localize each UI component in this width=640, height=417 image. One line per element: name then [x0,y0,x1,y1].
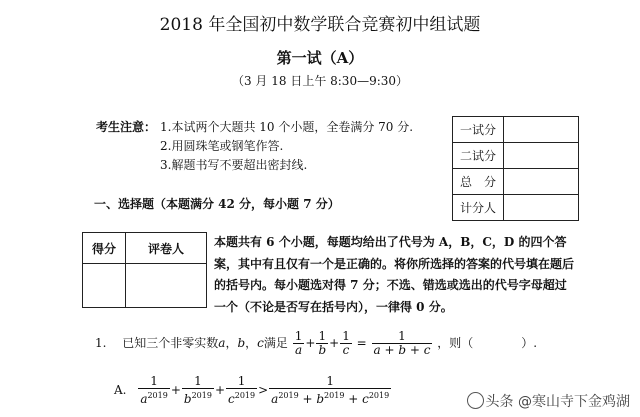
notice-label: 考生注意： [96,120,157,134]
option-a: A. $\frac{1}{a^{2019}}$ + $\frac{1}{b^{2019}}$ + $\frac{1}{c^{2019}}$ > $\frac{1}{a^{2019} + b^{2019} + c^{2019}}$ [114,374,390,406]
score-row [453,143,579,169]
grader-score-header: 得分 [83,233,126,264]
fraction: $\frac{1}{b^{2019}}$ [183,374,212,406]
var-b: b [237,336,246,350]
fraction: $\frac{1}{a^{2019}}$ [140,374,168,406]
option-label: A. [114,383,127,397]
var-a: a [218,336,226,350]
score-table [452,116,579,221]
score-cell [504,117,579,143]
watermark-text: 头条 @寒山寺下金鸡湖 [485,394,630,410]
notice-item: 1.本试两个大题共 10 个小题，全卷满分 70 分. [160,120,414,134]
grader-name-cell [126,264,207,308]
grader-name-header: 评卷人 [126,233,207,264]
score-cell [504,169,579,195]
score-row-label: 二试分 [453,143,504,169]
question-middle: 满足 [263,336,288,350]
exam-title: 2018 年全国初中数学联合竞赛初中组试题 [159,15,481,35]
score-row-label: 一试分 [453,117,504,143]
fraction: $\frac{1}{c^{2019}}$ [228,374,256,406]
score-cell [504,143,579,169]
score-row-label: 总 分 [453,169,504,195]
question-number: 1. [95,336,107,350]
score-row [453,117,579,143]
question-1: 1. 已知三个非零实数a，b，c满足 $\frac{1}{a}$ + $\frac{1}{b}$ + $\frac{1}{c}$ = $\frac{1}{a + b + c}$ ，则（ ）. [95,329,538,357]
notice-item: 3.解题书写不要超出密封线. [160,158,308,172]
toutiao-logo-icon [467,392,484,409]
question-suffix: ，则（ ）. [437,336,538,350]
fraction: $\frac{1}{a}$ [294,329,303,357]
notice-item: 2.用圆珠笔或钢笔作答. [160,139,284,153]
fraction: $\frac{1}{c}$ [342,329,350,357]
exam-subtitle: 第一试（A） [276,49,364,67]
grader-table [82,232,207,308]
fraction: $\frac{1}{a + b + c}$ [373,329,431,357]
watermark [467,391,630,411]
score-cell [504,195,579,221]
score-row [453,195,579,221]
score-row-label: 计分人 [453,195,504,221]
question-prefix: 已知三个非零实数 [122,336,219,350]
section-title: 一、选择题（本题满分 42 分，每小题 7 分） [94,197,340,211]
section-instructions: 本题共有 6 个小题，每题均给出了代号为 A，B，C，D 的四个答案，其中有且仅有一个是正确的。将你所选择的答案的代号填在题后的括号内。每小题选对得 7 分；不选、错选或选出的代号字母超过一个（不论是否写在括号内），一律得 0 分。 [214,235,575,314]
exam-time: （3 月 18 日上午 8:30—9:30） [231,74,409,88]
score-row [453,169,579,195]
comma: ， [225,336,238,350]
comma: ， [245,336,258,350]
var-c: c [257,336,264,350]
grader-score-cell [83,264,126,308]
fraction: $\frac{1}{b}$ [318,329,327,357]
fraction: $\frac{1}{a^{2019} + b^{2019} + c^{2019}}$ [271,374,390,406]
